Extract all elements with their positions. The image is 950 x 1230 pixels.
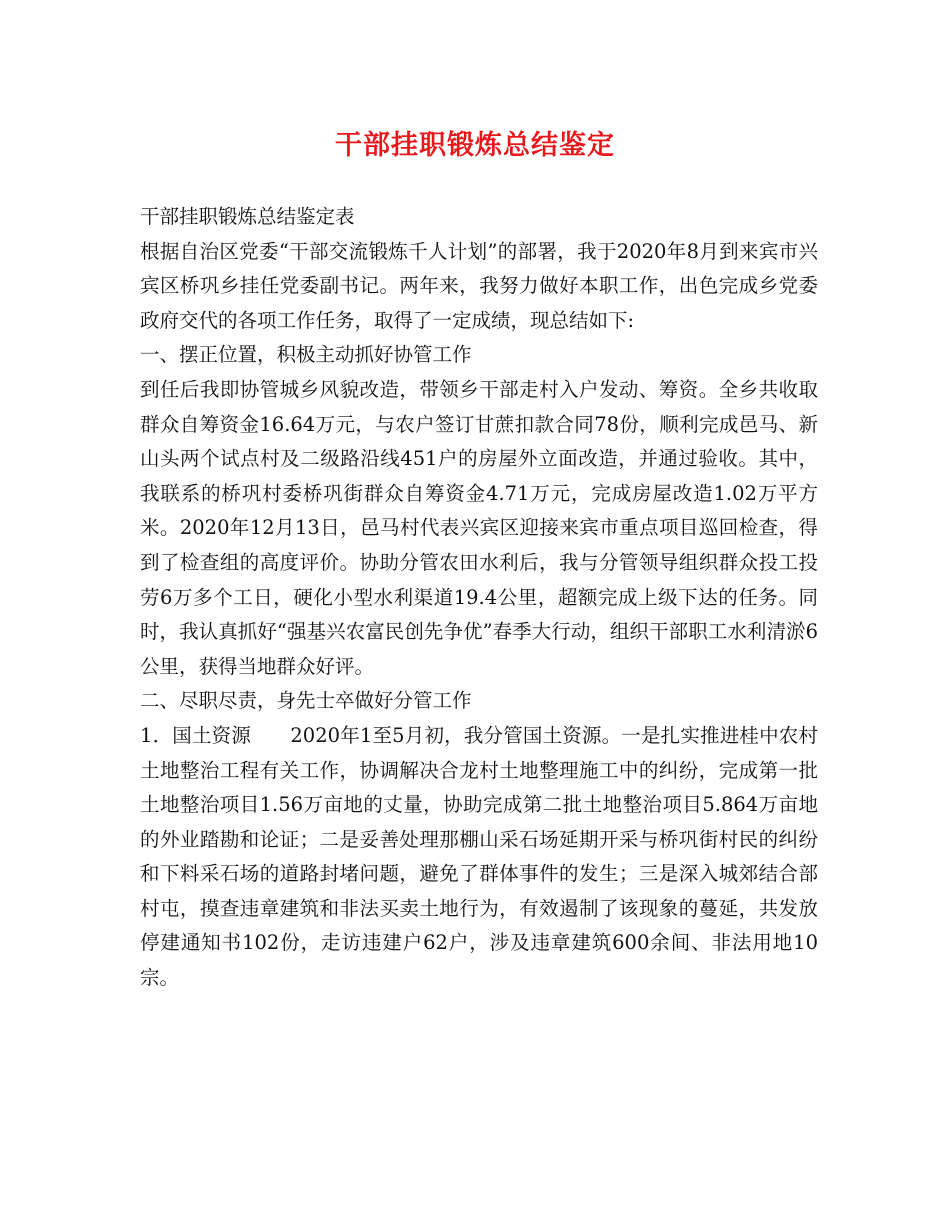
land-resources-paragraph: 1．国土资源 2020年1至5月初，我分管国土资源。一是扎实推进桂中农村土地整治工程有关工作，协调解决合龙村土地整理施工中的纠纷，完成第一批土地整治项目1.56万亩地的丈量，协助完成第二批土地整治项目5.864万亩地的外业踏勘和论证；二是妥善处理那棚山采石场延期开采与桥巩街村民的纠纷和下料采石场的道路封堵问题，避免了群体事件的发生；三是深入城郊结合部村屯，摸查违章建筑和非法买卖土地行为，有效遏制了该现象的蔓延，共发放停建通知书102份，走访违建户62户，涉及违章建筑600余间、非法用地10宗。 <box>140 723 818 990</box>
intro-paragraph: 根据自治区党委“干部交流锻炼千人计划”的部署，我于2020年8月到来宾市兴宾区桥巩乡挂任党委副书记。两年来，我努力做好本职工作，出色完成乡党委政府交代的各项工作任务，取得了一定成绩，现总结如下: <box>140 239 818 332</box>
section-heading-2: 二、尽职尽责，身先士卒做好分管工作 <box>140 689 472 713</box>
document-title: 干部挂职锻炼总结鉴定 <box>335 130 615 161</box>
document-body <box>140 200 818 996</box>
section-1-paragraph: 到任后我即协管城乡风貌改造，带领乡干部走村入户发动、筹资。全乡共收取群众自筹资金16.64万元，与农户签订甘蔗扣款合同78份，顺利完成邑马、新山头两个试点村及二级路沿线451户的房屋外立面改造，并通过验收。其中，我联系的桥巩村委桥巩街群众自筹资金4.71万元，完成房屋改造1.02万平方米。2020年12月13日，邑马村代表兴宾区迎接来宾市重点项目巡回检查，得到了检查组的高度评价。协助分管农田水利后，我与分管领导组织群众投工投劳6万多个工日，硬化小型水利渠道19.4公里，超额完成上级下达的任务。同时，我认真抓好“强基兴农富民创先争优”春季大行动，组织干部职工水利清淤6公里，获得当地群众好评。 <box>140 377 818 678</box>
subtitle-paragraph: 干部挂职锻炼总结鉴定表 <box>140 205 355 228</box>
section-heading-1: 一、摆正位置，积极主动抓好协管工作 <box>140 343 472 367</box>
